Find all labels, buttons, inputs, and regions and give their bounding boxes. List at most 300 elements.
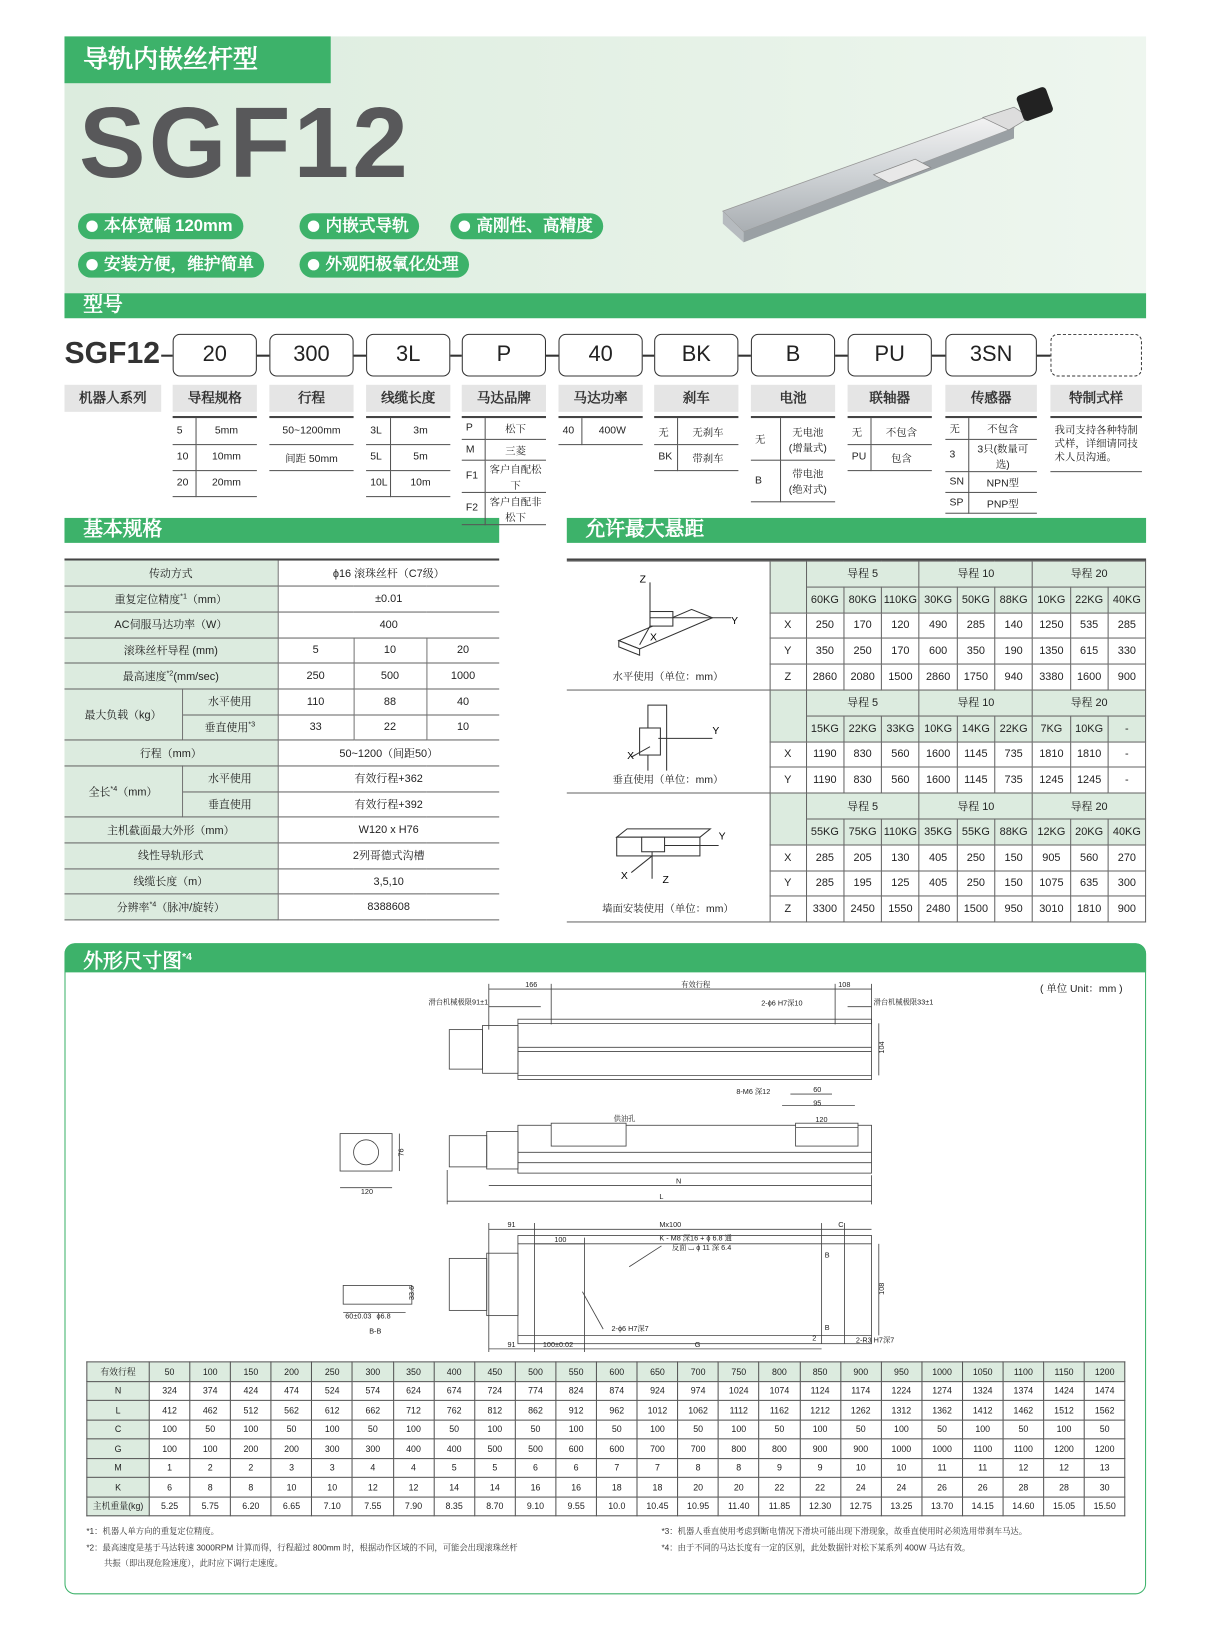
spec-value: 有效行程+392 bbox=[278, 792, 500, 818]
dimension-value: 100 bbox=[637, 1420, 678, 1439]
option-row bbox=[654, 418, 738, 444]
overhang-value: 905 bbox=[1032, 845, 1070, 871]
spec-unit: （mm） bbox=[187, 593, 228, 606]
overhang-value: 1750 bbox=[957, 664, 995, 690]
option-row bbox=[366, 418, 450, 444]
option-row bbox=[654, 444, 738, 470]
lead-header: 导程 5 bbox=[806, 690, 919, 716]
option-rows bbox=[848, 418, 932, 471]
option-rows bbox=[654, 418, 738, 471]
footnote-ref: *3 bbox=[248, 721, 256, 729]
load-header: 88KG bbox=[995, 819, 1033, 845]
overhang-value: 350 bbox=[806, 638, 844, 664]
option-table bbox=[269, 416, 353, 471]
dimension-value: 100 bbox=[962, 1420, 1003, 1439]
overhang-value: 560 bbox=[881, 767, 919, 793]
dimension-value: 4 bbox=[393, 1458, 434, 1477]
spec-value: 500 bbox=[354, 663, 427, 689]
overhang-value: 1245 bbox=[1032, 767, 1070, 793]
dimension-value: 8.35 bbox=[434, 1497, 475, 1516]
load-header: 80KG bbox=[844, 587, 882, 613]
dimension-value: 1462 bbox=[1003, 1400, 1044, 1419]
dimension-value: 26 bbox=[922, 1477, 963, 1496]
dimension-value: 10.45 bbox=[637, 1497, 678, 1516]
lead-header: 导程 5 bbox=[806, 561, 919, 587]
category-title: 导轨内嵌丝杆型 bbox=[64, 36, 330, 83]
dimension-value: 7.10 bbox=[312, 1497, 353, 1516]
dimension-value: 13.70 bbox=[922, 1497, 963, 1516]
dimension-value: 7 bbox=[637, 1458, 678, 1477]
dimension-value: 1224 bbox=[881, 1381, 922, 1400]
dimension-value: 1412 bbox=[962, 1400, 1003, 1419]
overhang-value: 300 bbox=[1108, 871, 1146, 897]
dimension-row bbox=[87, 1458, 1125, 1477]
dimension-value: 800 bbox=[759, 1439, 800, 1458]
load-header: 22KG bbox=[995, 716, 1033, 742]
spec-value: ϕ16 滚珠丝杆（C7级） bbox=[278, 561, 500, 587]
option-rows bbox=[269, 418, 353, 471]
option-code: 3 bbox=[945, 439, 968, 471]
dimension-value: 6 bbox=[149, 1477, 190, 1496]
overhang-value: 405 bbox=[919, 845, 957, 871]
axis-label: X bbox=[620, 870, 628, 882]
dimension-value: 100 bbox=[190, 1439, 231, 1458]
dimension-row-label: 主机重量(kg) bbox=[87, 1497, 149, 1516]
dimension-value: 1200 bbox=[1084, 1439, 1125, 1458]
dimension-value: 20 bbox=[678, 1477, 719, 1496]
connector-line bbox=[1037, 355, 1051, 357]
stroke-header: 550 bbox=[556, 1362, 597, 1381]
overhang-value: 1500 bbox=[957, 896, 995, 922]
overhang-value: 950 bbox=[995, 896, 1033, 922]
axis-label: Z bbox=[639, 574, 646, 586]
load-header: 22KG bbox=[844, 716, 882, 742]
dimension-value: 50 bbox=[759, 1420, 800, 1439]
overhang-value: 170 bbox=[844, 613, 882, 639]
overhang-value: 940 bbox=[995, 664, 1033, 690]
overhang-value: 405 bbox=[919, 871, 957, 897]
dimension-value: 14 bbox=[474, 1477, 515, 1496]
option-rows bbox=[945, 418, 1037, 513]
spec-value: 10 bbox=[426, 715, 499, 741]
dimension-label: 120 bbox=[360, 1186, 374, 1196]
option-row bbox=[366, 470, 450, 496]
code-box: 40 bbox=[558, 334, 642, 377]
dimension-value: 9.55 bbox=[556, 1497, 597, 1516]
dimension-value: 8 bbox=[678, 1458, 719, 1477]
dimension-value: 700 bbox=[678, 1439, 719, 1458]
spec-unit: （脉冲/旋转） bbox=[156, 901, 225, 914]
footnote-ref: *4 bbox=[110, 785, 118, 793]
code-label: 刹车 bbox=[654, 385, 738, 412]
overhang-value: 205 bbox=[844, 845, 882, 871]
option-code: 5 bbox=[173, 418, 196, 444]
dimension-value: 862 bbox=[515, 1400, 556, 1419]
overhang-value: 1190 bbox=[806, 767, 844, 793]
footnote-ref: *4 bbox=[149, 900, 157, 909]
option-table bbox=[366, 416, 450, 497]
dimension-value: 2 bbox=[190, 1458, 231, 1477]
option-table bbox=[173, 416, 257, 497]
dimension-value: 1100 bbox=[1003, 1439, 1044, 1458]
axis-cell: Y bbox=[770, 638, 806, 664]
option-code: 10L bbox=[366, 470, 390, 496]
overhang-value: 1810 bbox=[1032, 742, 1070, 768]
footnote-3: *3：机器人垂直使用考虑到断电情况下滑块可能出现下滑现象，故垂直使用时必须选用带刹车马达。 bbox=[661, 1526, 1028, 1537]
overhang-value: 490 bbox=[919, 613, 957, 639]
option-row bbox=[945, 418, 1037, 439]
stroke-header: 1050 bbox=[962, 1362, 1003, 1381]
feature-text: 内嵌式导轨 bbox=[325, 217, 409, 236]
option-code: 无 bbox=[945, 418, 968, 439]
dimension-value: 14.15 bbox=[962, 1497, 1003, 1516]
spec-unit: （mm） bbox=[117, 785, 158, 799]
dimension-value: 1200 bbox=[1044, 1439, 1085, 1458]
dimension-value: 874 bbox=[596, 1381, 637, 1400]
spec-value: 88 bbox=[354, 689, 427, 715]
dimension-table bbox=[86, 1361, 1125, 1516]
dimension-value: 500 bbox=[515, 1439, 556, 1458]
code-box bbox=[1050, 334, 1142, 377]
dimension-value: 11.40 bbox=[718, 1497, 759, 1516]
dimension-label: 供油孔 bbox=[613, 1114, 636, 1124]
code-box: B bbox=[751, 334, 835, 377]
overhang-value: 170 bbox=[881, 638, 919, 664]
dimension-value: 4 bbox=[353, 1458, 394, 1477]
option-desc: 400W bbox=[581, 418, 642, 444]
axis-cell: Z bbox=[770, 664, 806, 690]
dimension-value: 12 bbox=[1003, 1458, 1044, 1477]
dimension-label: 104 bbox=[877, 1041, 887, 1054]
lead-header: 导程 10 bbox=[919, 690, 1032, 716]
dimension-value: 10 bbox=[840, 1458, 881, 1477]
dimension-value: 1 bbox=[149, 1458, 190, 1477]
dimension-value: 100 bbox=[312, 1420, 353, 1439]
dimension-value: 1324 bbox=[962, 1381, 1003, 1400]
dimension-value: 800 bbox=[718, 1439, 759, 1458]
dimension-value: 5.25 bbox=[149, 1497, 190, 1516]
option-code: SP bbox=[945, 492, 968, 513]
dimension-value: 9.10 bbox=[515, 1497, 556, 1516]
overhang-value: 125 bbox=[881, 871, 919, 897]
dimension-value: 50 bbox=[353, 1420, 394, 1439]
stroke-header: 100 bbox=[190, 1362, 231, 1381]
dimension-value: 1562 bbox=[1084, 1400, 1125, 1419]
stroke-header: 950 bbox=[881, 1362, 922, 1381]
option-row bbox=[462, 492, 546, 524]
dimension-header-row bbox=[87, 1362, 1125, 1381]
dimension-value: 28 bbox=[1044, 1477, 1085, 1496]
spec-unit: (mm/sec) bbox=[173, 670, 219, 683]
dimension-value: 8 bbox=[190, 1477, 231, 1496]
code-label: 线缆长度 bbox=[366, 385, 450, 412]
dimension-value: 50 bbox=[271, 1420, 312, 1439]
dimension-value: 6.20 bbox=[231, 1497, 272, 1516]
overhang-value: 3300 bbox=[806, 896, 844, 922]
stroke-header: 50 bbox=[149, 1362, 190, 1381]
dimension-row bbox=[87, 1497, 1125, 1516]
dimension-value: 1074 bbox=[759, 1381, 800, 1400]
lead-header: 导程 20 bbox=[1032, 561, 1145, 587]
overhang-value: 2860 bbox=[806, 664, 844, 690]
overhang-value: 900 bbox=[1108, 896, 1146, 922]
dimension-value: 12 bbox=[393, 1477, 434, 1496]
dimension-value: 50 bbox=[678, 1420, 719, 1439]
spec-label-text: 传动方式 bbox=[148, 567, 193, 580]
dimension-label: 95 bbox=[813, 1098, 822, 1108]
option-code: 10 bbox=[173, 444, 196, 470]
dimension-value: 8 bbox=[718, 1458, 759, 1477]
dimension-value: 1162 bbox=[759, 1400, 800, 1419]
option-row bbox=[751, 460, 835, 502]
dimension-value: 26 bbox=[962, 1477, 1003, 1496]
overhang-value: 2480 bbox=[919, 896, 957, 922]
overhang-value: 1145 bbox=[957, 767, 995, 793]
connector-line bbox=[643, 355, 654, 357]
option-table bbox=[751, 416, 835, 502]
footnote-ref: *2 bbox=[166, 669, 174, 678]
dimension-label: 108 bbox=[876, 1282, 886, 1295]
overhang-value: 285 bbox=[806, 871, 844, 897]
stroke-header: 700 bbox=[678, 1362, 719, 1381]
spec-value: 5 bbox=[278, 638, 354, 664]
load-header: 22KG bbox=[1070, 587, 1108, 613]
dimension-value: 10.95 bbox=[678, 1497, 719, 1516]
dimension-row bbox=[87, 1420, 1125, 1439]
code-label: 联轴器 bbox=[848, 385, 932, 412]
overhang-value: 735 bbox=[995, 767, 1033, 793]
option-row bbox=[173, 418, 257, 444]
overhang-value: 250 bbox=[957, 871, 995, 897]
dimension-label: 108 bbox=[838, 979, 851, 989]
option-code: 20 bbox=[173, 470, 196, 496]
dimension-value: 100 bbox=[231, 1420, 272, 1439]
dimension-label: B bbox=[824, 1250, 830, 1260]
dimension-value: 100 bbox=[800, 1420, 841, 1439]
overhang-value: 285 bbox=[1108, 613, 1146, 639]
overhang-value: 285 bbox=[806, 845, 844, 871]
overhang-value: 2450 bbox=[844, 896, 882, 922]
option-desc: 带电池 (绝对式) bbox=[780, 460, 835, 502]
overhang-value: 735 bbox=[995, 742, 1033, 768]
axis-cell: Z bbox=[770, 896, 806, 922]
dimension-value: 6 bbox=[515, 1458, 556, 1477]
dimension-value: 1124 bbox=[800, 1381, 841, 1400]
axis-label: X bbox=[650, 632, 657, 644]
dimension-value: 5.75 bbox=[190, 1497, 231, 1516]
option-code: BK bbox=[654, 444, 677, 470]
dimension-label: B-B bbox=[369, 1326, 382, 1336]
option-row bbox=[848, 418, 932, 444]
code-box: 3SN bbox=[945, 334, 1037, 377]
dimension-label: L bbox=[659, 1192, 664, 1202]
feature-text: 本体宽幅 120mm bbox=[104, 217, 233, 236]
dimension-value: 8 bbox=[231, 1477, 272, 1496]
overhang-value: 560 bbox=[1070, 845, 1108, 871]
load-header: 55KG bbox=[806, 819, 844, 845]
option-code: F2 bbox=[462, 492, 485, 524]
feature-text: 高刚性、高精度 bbox=[476, 217, 593, 236]
stroke-header: 1000 bbox=[922, 1362, 963, 1381]
dimension-value: 1312 bbox=[881, 1400, 922, 1419]
option-row bbox=[945, 471, 1037, 492]
dimension-value: 30 bbox=[1084, 1477, 1125, 1496]
load-header: 88KG bbox=[995, 587, 1033, 613]
dimension-value: 18 bbox=[596, 1477, 637, 1496]
dimension-row bbox=[87, 1381, 1125, 1400]
dimension-value: 524 bbox=[312, 1381, 353, 1400]
dimension-value: 12.75 bbox=[840, 1497, 881, 1516]
load-header: 7KG bbox=[1032, 716, 1070, 742]
dimension-row bbox=[87, 1439, 1125, 1458]
dimension-value: 10 bbox=[881, 1458, 922, 1477]
dimension-label: 76 bbox=[396, 1148, 406, 1157]
spec-label-text: 滚珠丝杆导程 (mm) bbox=[123, 644, 218, 658]
stroke-header: 1150 bbox=[1044, 1362, 1085, 1381]
spec-label-text: 最大负载（kg） bbox=[84, 708, 162, 722]
option-desc: 3只(数量可选) bbox=[968, 439, 1037, 471]
option-table bbox=[654, 416, 738, 471]
connector-line bbox=[932, 355, 946, 357]
dimension-value: 100 bbox=[881, 1420, 922, 1439]
option-code: 3L bbox=[366, 418, 390, 444]
option-table bbox=[848, 416, 932, 471]
code-box: 3L bbox=[366, 334, 450, 377]
spec-label-text: 水平使用 bbox=[208, 773, 252, 786]
option-code: SN bbox=[945, 471, 968, 492]
overhang-value: 830 bbox=[844, 767, 882, 793]
option-desc: 50~1200mm bbox=[269, 418, 353, 444]
dimension-value: 100 bbox=[556, 1420, 597, 1439]
dimension-label: 8-M6 深12 bbox=[736, 1087, 771, 1097]
spec-value: ±0.01 bbox=[278, 586, 500, 612]
dimension-value: 200 bbox=[271, 1439, 312, 1458]
spec-value: 有效行程+362 bbox=[278, 766, 500, 792]
dimension-value: 724 bbox=[474, 1381, 515, 1400]
overhang-value: 120 bbox=[881, 613, 919, 639]
option-desc: 客户自配非松下 bbox=[485, 492, 546, 524]
overhang-value: 1500 bbox=[881, 664, 919, 690]
overhang-value: 1145 bbox=[957, 742, 995, 768]
option-desc: 三菱 bbox=[485, 439, 546, 460]
dimension-value: 3 bbox=[271, 1458, 312, 1477]
dimension-label: 滑台机械极限33±1 bbox=[873, 997, 934, 1007]
option-code: F1 bbox=[462, 460, 485, 492]
dimension-value: 1012 bbox=[637, 1400, 678, 1419]
overhang-value: 130 bbox=[881, 845, 919, 871]
option-desc: 包含 bbox=[870, 444, 931, 470]
overhang-value: - bbox=[1108, 742, 1146, 768]
spec-value: 33 bbox=[278, 715, 354, 741]
overhang-value: 270 bbox=[1108, 845, 1146, 871]
stroke-header: 600 bbox=[596, 1362, 637, 1381]
spec-label-text: 全长 bbox=[88, 785, 111, 799]
load-header: 35KG bbox=[919, 819, 957, 845]
overhang-caption: 垂直使用（单位：mm） bbox=[612, 774, 724, 787]
overhang-caption: 墙面安装使用（单位：mm） bbox=[602, 903, 734, 916]
spec-value: 250 bbox=[278, 663, 354, 689]
option-rows bbox=[462, 418, 546, 525]
dimension-value: 1362 bbox=[922, 1400, 963, 1419]
code-box: 300 bbox=[269, 334, 353, 377]
dimension-value: 2 bbox=[231, 1458, 272, 1477]
dimension-value: 612 bbox=[312, 1400, 353, 1419]
code-label: 行程 bbox=[269, 385, 353, 412]
dimension-value: 50 bbox=[596, 1420, 637, 1439]
series-code: SGF12 bbox=[64, 336, 161, 371]
dimension-value: 812 bbox=[474, 1400, 515, 1419]
footnote-4: *4：由于不同的马达长度有一定的区别，此处数据针对松下某系列 400W 马达有效。 bbox=[661, 1543, 971, 1553]
feature-text: 安装方便，维护简单 bbox=[104, 255, 254, 274]
spec-label-text: 垂直使用 bbox=[204, 721, 249, 735]
code-label: 导程规格 bbox=[173, 385, 257, 412]
load-header: 14KG bbox=[957, 716, 995, 742]
option-row bbox=[462, 418, 546, 439]
option-code: 无 bbox=[654, 418, 677, 444]
overhang-value: 1075 bbox=[1032, 871, 1070, 897]
dimension-value: 50 bbox=[190, 1420, 231, 1439]
option-rows bbox=[751, 418, 835, 502]
option-desc: 10mm bbox=[196, 444, 257, 470]
overhang-value: 3380 bbox=[1032, 664, 1070, 690]
dimension-row bbox=[87, 1477, 1125, 1496]
stroke-header: 900 bbox=[840, 1362, 881, 1381]
overhang-value: 1810 bbox=[1070, 896, 1108, 922]
code-label: 电池 bbox=[751, 385, 835, 412]
dimension-label: 2-R3 H7深7 bbox=[855, 1335, 895, 1345]
code-label: 传感器 bbox=[945, 385, 1037, 412]
spec-value: 2列哥德式沟槽 bbox=[278, 843, 500, 869]
load-header: 10KG bbox=[1032, 587, 1070, 613]
option-code: B bbox=[751, 460, 780, 502]
dimension-value: 6.65 bbox=[271, 1497, 312, 1516]
overhang-value: 1810 bbox=[1070, 742, 1108, 768]
dimension-label: 91 bbox=[507, 1339, 516, 1349]
overhang-value: 250 bbox=[806, 613, 844, 639]
dimension-value: 900 bbox=[800, 1439, 841, 1458]
dimension-label: 60±0.03 bbox=[345, 1311, 372, 1321]
connector-line bbox=[450, 355, 461, 357]
option-desc: NPN型 bbox=[968, 471, 1037, 492]
option-table bbox=[462, 416, 546, 525]
axis-label: Z bbox=[662, 875, 669, 887]
axis-label: Y bbox=[718, 831, 726, 843]
lead-header: 导程 10 bbox=[919, 793, 1032, 819]
dimension-value: 100 bbox=[474, 1420, 515, 1439]
option-rows bbox=[173, 418, 257, 497]
dimension-value: 10 bbox=[312, 1477, 353, 1496]
spec-label-text: 线性导轨形式 bbox=[138, 850, 204, 863]
dimension-value: 9 bbox=[800, 1458, 841, 1477]
dimension-value: 200 bbox=[231, 1439, 272, 1458]
axis-cell: Y bbox=[770, 767, 806, 793]
dimension-label: 60 bbox=[813, 1085, 822, 1094]
dimension-value: 1000 bbox=[881, 1439, 922, 1458]
overhang-value: 900 bbox=[1108, 664, 1146, 690]
dimension-value: 400 bbox=[434, 1439, 475, 1458]
overhang-value: 190 bbox=[995, 638, 1033, 664]
connector-line bbox=[546, 355, 558, 357]
dimension-label: B bbox=[824, 1323, 830, 1333]
dimension-value: 50 bbox=[1003, 1420, 1044, 1439]
stroke-header: 250 bbox=[312, 1362, 353, 1381]
dimension-value: 300 bbox=[312, 1439, 353, 1458]
code-box: P bbox=[462, 334, 546, 377]
option-row bbox=[558, 418, 642, 444]
option-row bbox=[848, 444, 932, 470]
dimension-label: K - M8 深16 + ϕ 6.8 通 bbox=[659, 1233, 732, 1243]
option-code: M bbox=[462, 439, 485, 460]
